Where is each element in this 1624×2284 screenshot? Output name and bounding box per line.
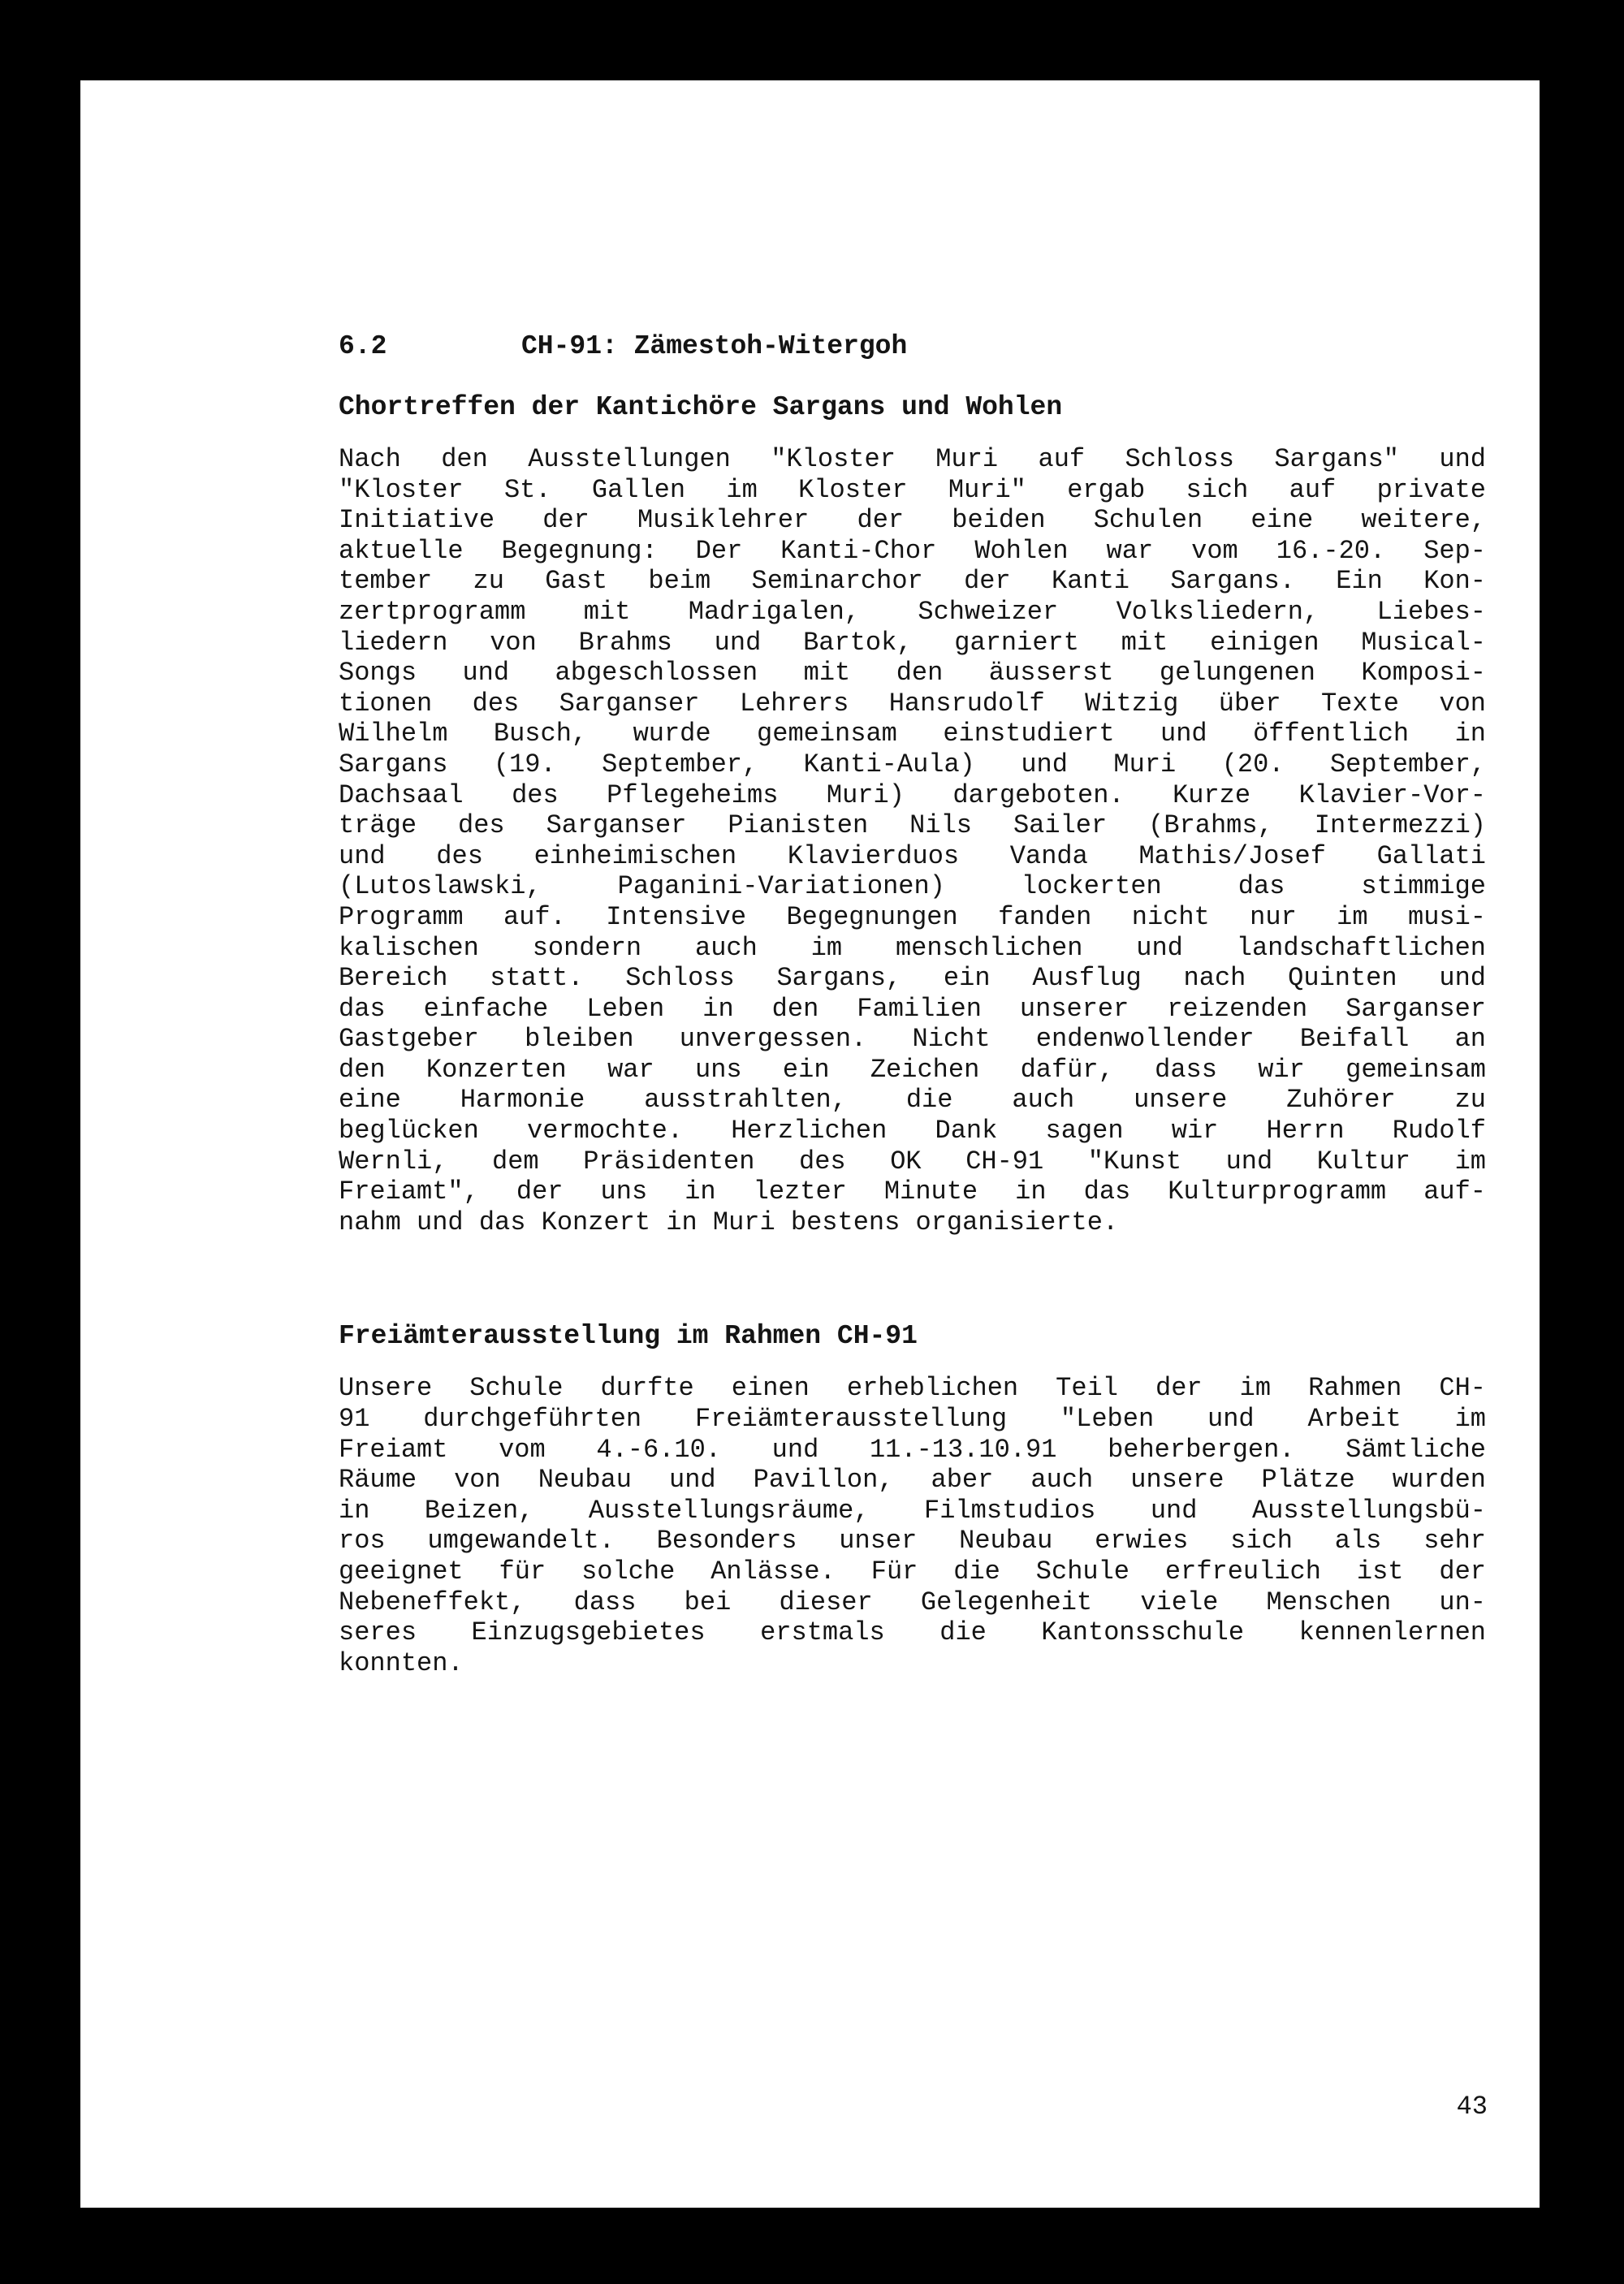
section-heading xyxy=(339,324,1486,369)
article1-body xyxy=(339,444,1486,1237)
body-text-line: "Kloster St. Gallen im Kloster Muri" ergab sich auf private xyxy=(339,474,1486,505)
body-text-line: Songs und abgeschlossen mit den äusserst gelungenen Komposi- xyxy=(339,658,1486,689)
body-text-line: kalischen sondern auch im menschlichen und landschaftlichen xyxy=(339,932,1486,963)
body-text-line: aktuelle Begegnung: Der Kanti-Chor Wohlen war vom 16.-20. Sep- xyxy=(339,535,1486,566)
body-text-line: (Lutoslawski, Paganini-Variationen) lockerten das stimmige xyxy=(339,871,1486,902)
body-text-line: in Beizen, Ausstellungsräume, Filmstudios und Ausstellungsbü- xyxy=(339,1495,1486,1526)
body-text-line: beglücken vermochte. Herzlichen Dank sagen wir Herrn Rudolf xyxy=(339,1116,1486,1146)
body-text-line: seres Einzugsgebietes erstmals die Kantonsschule kennenlernen xyxy=(339,1617,1486,1648)
body-text-line: zertprogramm mit Madrigalen, Schweizer Volksliedern, Liebes- xyxy=(339,596,1486,627)
body-text-line: Freiamt", der uns in lezter Minute in das Kulturprogramm auf- xyxy=(339,1177,1486,1207)
section-spacer xyxy=(339,1237,1486,1315)
article2-body xyxy=(339,1373,1486,1678)
body-text-line: Nach den Ausstellungen "Kloster Muri auf Schloss Sargans" und xyxy=(339,444,1486,474)
body-text-line: Unsere Schule durfte einen erheblichen Teil der im Rahmen CH- xyxy=(339,1373,1486,1404)
body-text-line: nahm und das Konzert in Muri bestens organisierte. xyxy=(339,1207,1119,1237)
body-text-line: das einfache Leben in den Familien unserer reizenden Sarganser xyxy=(339,993,1486,1024)
body-text-line: träge des Sarganser Pianisten Nils Sailer (Brahms, Intermezzi) xyxy=(339,810,1486,841)
article2-heading: Freiämterausstellung im Rahmen CH-91 xyxy=(339,1321,918,1352)
body-text-line: Bereich statt. Schloss Sargans, ein Ausflug nach Quinten und xyxy=(339,963,1486,994)
body-text-line: Wilhelm Busch, wurde gemeinsam einstudiert und öffentlich in xyxy=(339,719,1486,749)
body-text-line: konnten. xyxy=(339,1647,464,1678)
body-text-line: liedern von Brahms und Bartok, garniert mit einigen Musical- xyxy=(339,627,1486,658)
section-title: CH-91: Zämestoh-Witergoh xyxy=(521,331,908,361)
body-text-line: den Konzerten war uns ein Zeichen dafür, dass wir gemeinsam xyxy=(339,1054,1486,1085)
body-text-line: Gastgeber bleiben unvergessen. Nicht endenwollender Beifall an xyxy=(339,1024,1486,1055)
body-text-line: Freiamt vom 4.-6.10. und 11.-13.10.91 beherbergen. Sämtliche xyxy=(339,1434,1486,1465)
page-number: 43 xyxy=(1456,2092,1488,2122)
body-text-line: und des einheimischen Klavierduos Vanda Mathis/Josef Gallati xyxy=(339,840,1486,871)
body-text-line: Sargans (19. September, Kanti-Aula) und Muri (20. September, xyxy=(339,749,1486,779)
body-text-line: Dachsaal des Pflegeheims Muri) dargeboten. Kurze Klavier-Vor- xyxy=(339,779,1486,810)
body-text-line: geeignet für solche Anlässe. Für die Schule erfreulich ist der xyxy=(339,1556,1486,1587)
section-number: 6.2 xyxy=(339,331,387,361)
body-text-line: ros umgewandelt. Besonders unser Neubau erwies sich als sehr xyxy=(339,1526,1486,1556)
body-text-line: eine Harmonie ausstrahlten, die auch unsere Zuhörer zu xyxy=(339,1085,1486,1116)
page-content xyxy=(339,324,1486,1678)
body-text-line: Initiative der Musiklehrer der beiden Schulen eine weitere, xyxy=(339,505,1486,536)
body-text-line: tember zu Gast beim Seminarchor der Kanti Sargans. Ein Kon- xyxy=(339,566,1486,597)
body-text-line: 91 durchgeführten Freiämterausstellung "Leben und Arbeit im xyxy=(339,1404,1486,1435)
body-text-line: Programm auf. Intensive Begegnungen fanden nicht nur im musi- xyxy=(339,901,1486,932)
body-text-line: Räume von Neubau und Pavillon, aber auch unsere Plätze wurden xyxy=(339,1465,1486,1496)
body-text-line: Nebeneffekt, dass bei dieser Gelegenheit viele Menschen un- xyxy=(339,1587,1486,1617)
article1-heading: Chortreffen der Kantichöre Sargans und Wohlen xyxy=(339,392,1063,422)
body-text-line: Wernli, dem Präsidenten des OK CH-91 "Kunst und Kultur im xyxy=(339,1146,1486,1177)
document-page xyxy=(80,80,1540,2208)
body-text-line: tionen des Sarganser Lehrers Hansrudolf Witzig über Texte von xyxy=(339,688,1486,719)
